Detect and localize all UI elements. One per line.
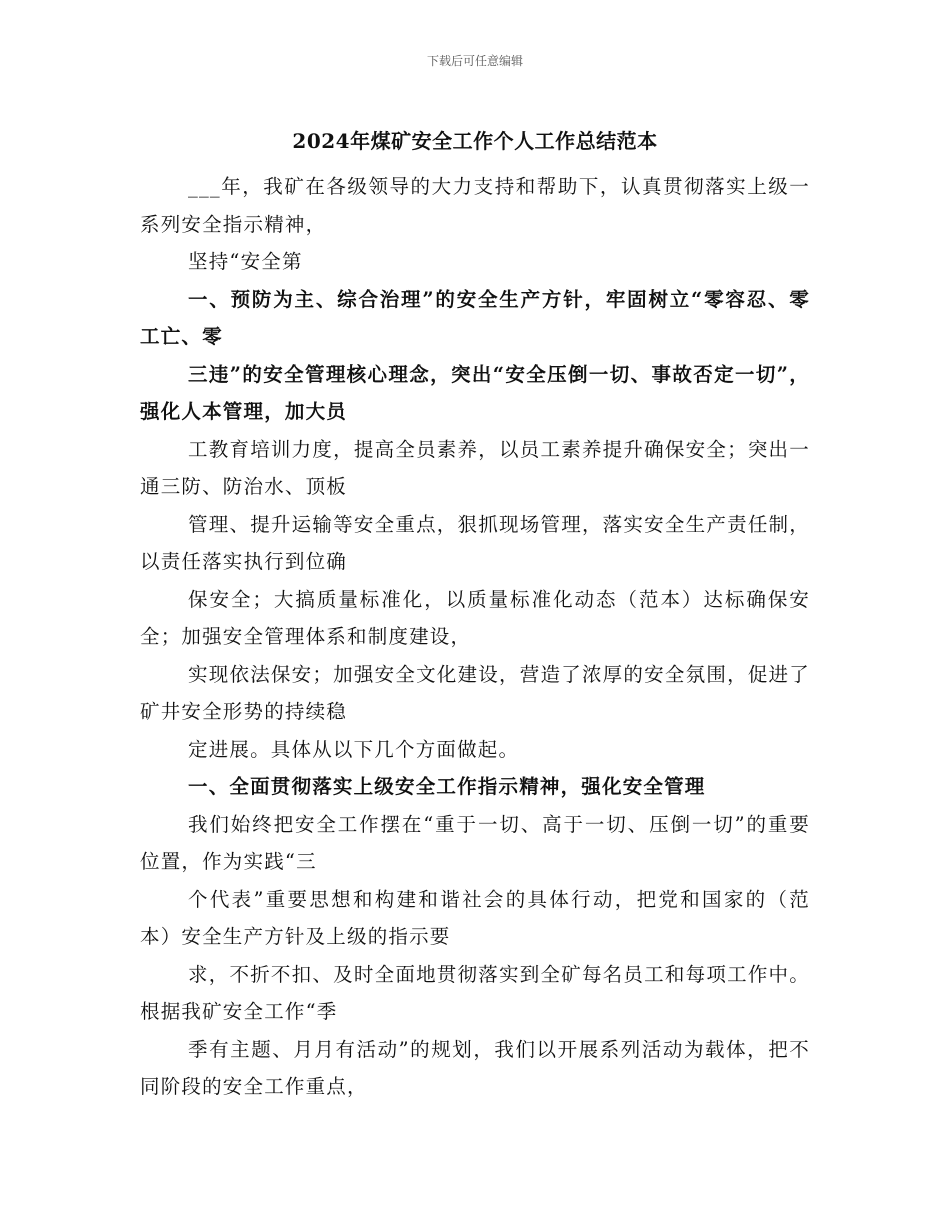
paragraph: 季有主题、月月有活动”的规划，我们以开展系列活动为载体，把不同阶段的安全工作重点， (140, 1037, 810, 1098)
page-header-note: 下载后可任意编辑 (426, 54, 523, 68)
paragraph: 保安全；大搞质量标准化，以质量标准化动态（范本）达标确保安全；加强安全管理体系和制度建设， (140, 587, 810, 648)
paragraph: 管理、提升运输等安全重点，狠抓现场管理，落实安全生产责任制，以责任落实执行到位确 (140, 512, 810, 573)
document-body (140, 168, 810, 1106)
paragraph: 工教育培训力度，提高全员素养，以员工素养提升确保安全；突出一通三防、防治水、顶板 (140, 437, 810, 498)
paragraph: 定进展。具体从以下几个方面做起。 (188, 737, 520, 761)
paragraph: 实现依法保安；加强安全文化建设，营造了浓厚的安全氛围，促进了矿井安全形势的持续稳 (140, 662, 810, 723)
paragraph: 个代表”重要思想和构建和谐社会的具体行动，把党和国家的（范本）安全生产方针及上级的指示要 (140, 887, 810, 948)
paragraph: 我们始终把安全工作摆在“重于一切、高于一切、压倒一切”的重要位置，作为实践“三 (140, 812, 810, 873)
paragraph: 坚持“安全第 (188, 250, 303, 273)
document-title: 2024年煤矿安全工作个人工作总结范本 (292, 129, 658, 153)
section-heading: 一、全面贯彻落实上级安全工作指示精神，强化安全管理 (188, 775, 706, 798)
paragraph: 一、预防为主、综合治理”的安全生产方针，牢固树立“零容忍、零工亡、零 (140, 287, 810, 348)
paragraph: ___年，我矿在各级领导的大力支持和帮助下，认真贯彻落实上级一系列安全指示精神， (140, 175, 810, 236)
paragraph: 求，不折不扣、及时全面地贯彻落实到全矿每名员工和每项工作中。根据我矿安全工作“季 (140, 962, 810, 1023)
paragraph: 三违”的安全管理核心理念，突出“安全压倒一切、事故否定一切”，强化人本管理，加大员 (140, 362, 810, 423)
